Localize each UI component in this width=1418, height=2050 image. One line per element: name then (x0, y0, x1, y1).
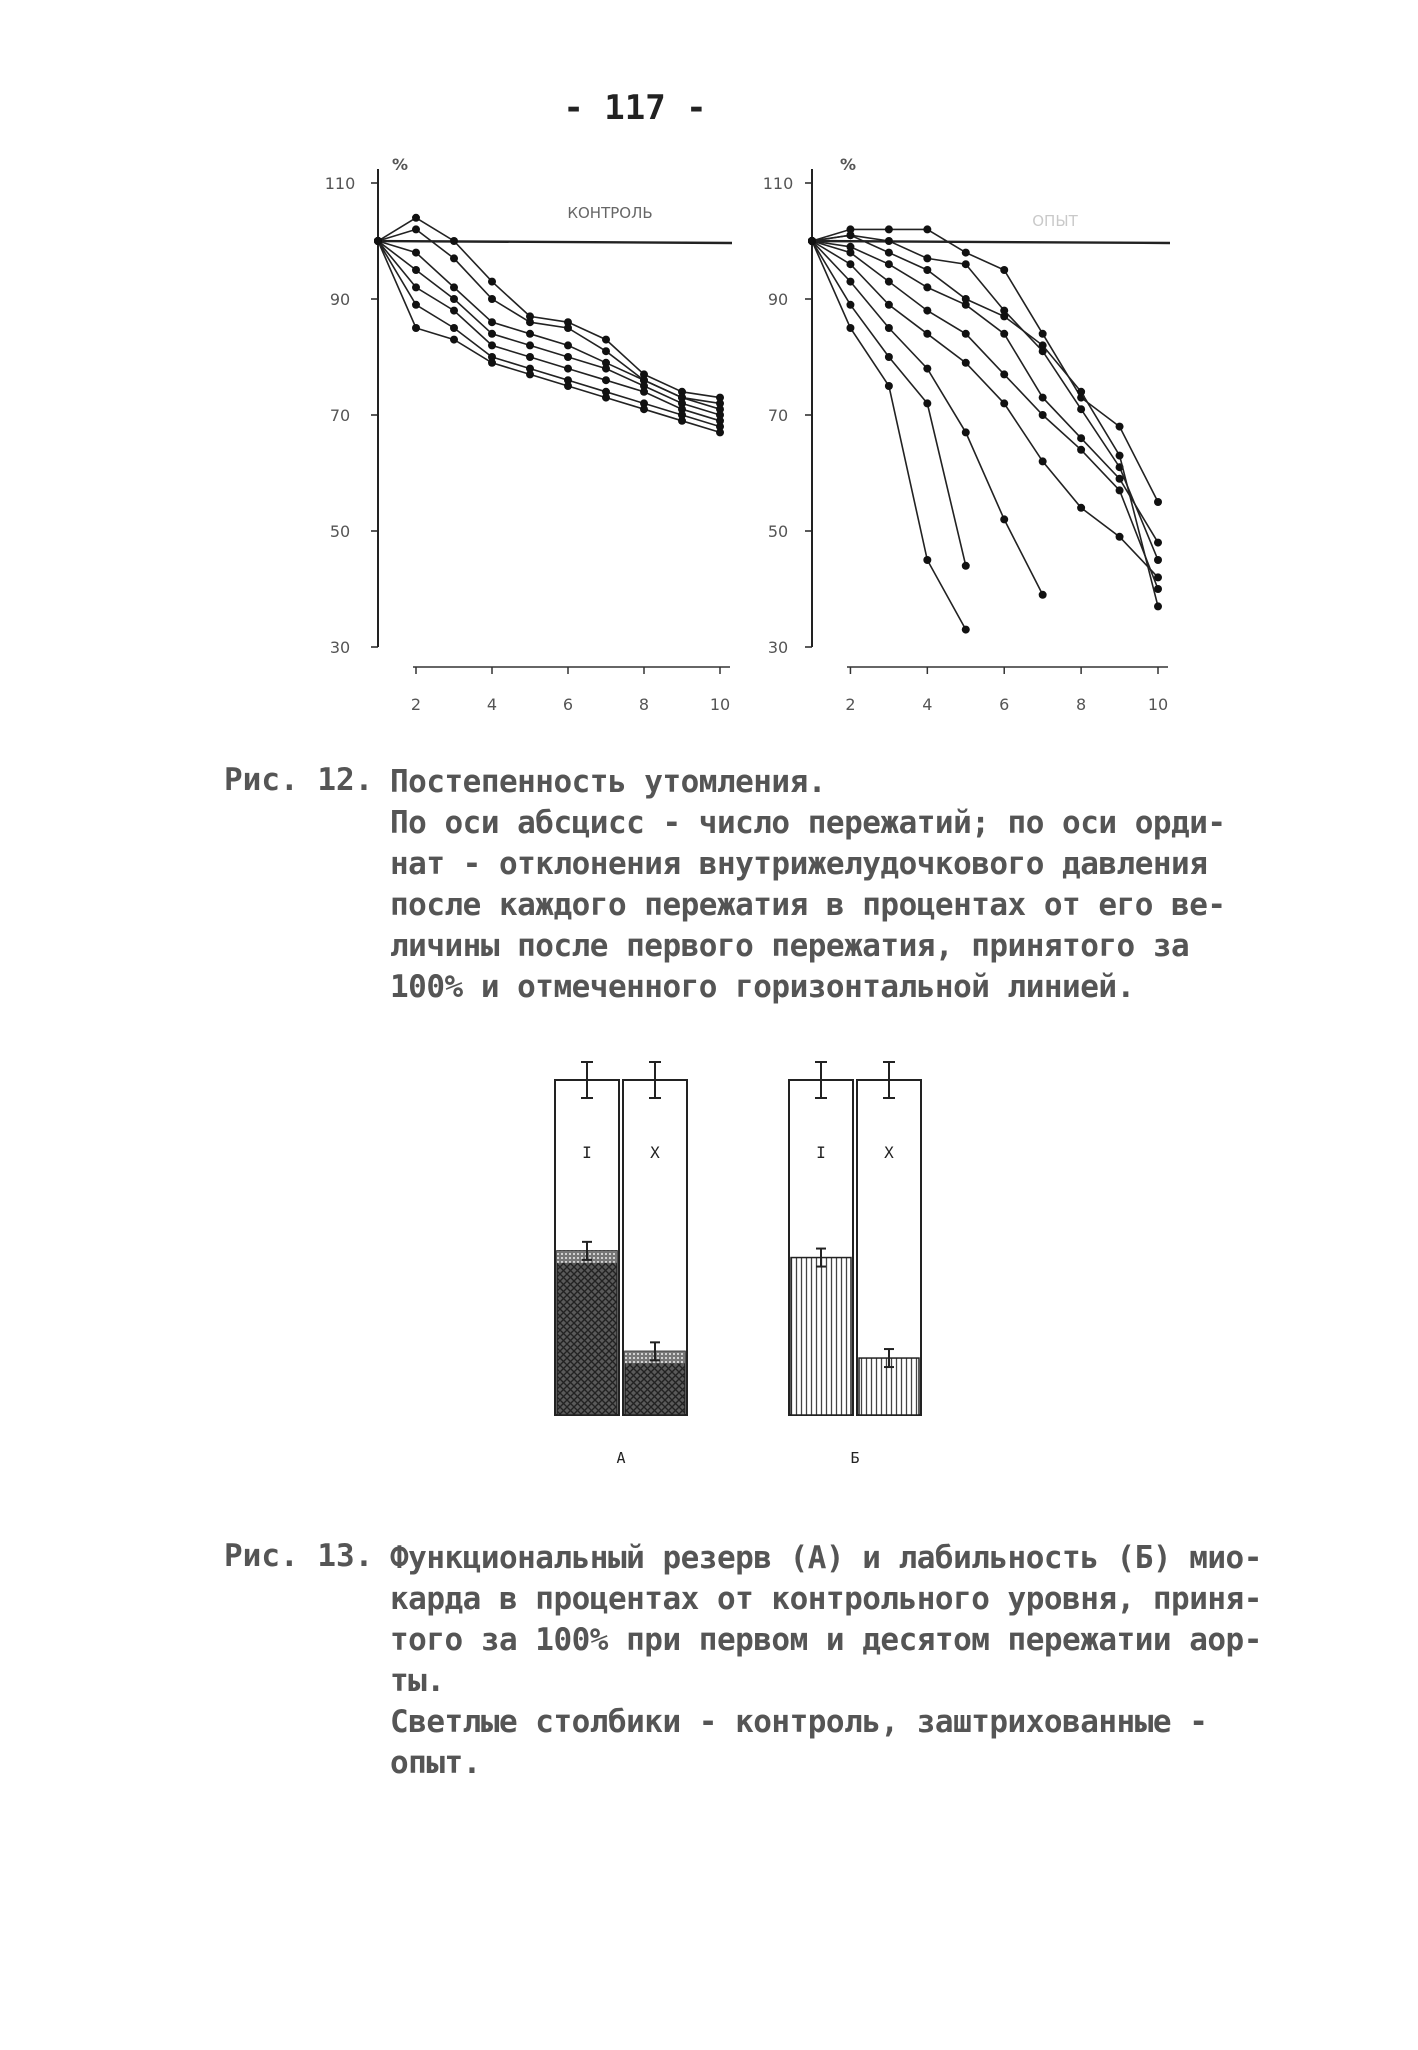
data-point (923, 266, 931, 274)
y-tick-label: 70 (329, 406, 351, 425)
data-point (1000, 312, 1008, 320)
caption-line: Постепенность утомления. (390, 764, 826, 800)
data-point (1077, 504, 1085, 512)
data-point (1000, 370, 1008, 378)
data-point (885, 382, 893, 390)
data-point (564, 353, 572, 361)
caption-line: По оси абсцисс - число пережатий; по оси орди- (390, 805, 1226, 841)
data-point (846, 243, 854, 251)
data-point (374, 237, 382, 245)
figure12-label: Рис. 12. (224, 762, 374, 798)
series-line (378, 241, 720, 427)
caption-line: нат - отклонения внутрижелудочкового давления (390, 846, 1208, 882)
bar-category-label: I (582, 1143, 592, 1162)
caption-line: опыт. (390, 1745, 481, 1781)
data-point (1154, 556, 1162, 564)
data-point (923, 225, 931, 233)
series-line (812, 241, 966, 630)
data-point (412, 283, 420, 291)
data-point (488, 295, 496, 303)
data-point (885, 260, 893, 268)
data-point (1154, 539, 1162, 547)
figure13-caption (390, 1538, 1270, 1784)
data-point (450, 254, 458, 262)
data-point (602, 347, 610, 355)
y-tick-label: 30 (767, 638, 789, 657)
data-point (1116, 423, 1124, 431)
data-point (1116, 486, 1124, 494)
data-point (923, 556, 931, 564)
data-point (1154, 585, 1162, 593)
data-point (962, 249, 970, 257)
data-point (564, 341, 572, 349)
y-unit-label: % (839, 155, 857, 174)
data-point (1077, 446, 1085, 454)
data-point (488, 278, 496, 286)
x-tick-label: 2 (845, 695, 856, 714)
x-tick-label: 4 (486, 695, 498, 714)
data-point (716, 428, 724, 436)
bar-charts-fig13 (555, 1062, 921, 1467)
series-line (378, 241, 720, 421)
data-point (923, 283, 931, 291)
data-point (1000, 266, 1008, 274)
data-point (564, 382, 572, 390)
x-tick-label: 10 (1147, 695, 1169, 714)
chart-title: ОПЫТ (1032, 212, 1078, 230)
caption-line: ты. (390, 1663, 445, 1699)
series-line (378, 229, 720, 403)
data-point (412, 266, 420, 274)
bar-group-B (789, 1062, 921, 1467)
x-tick-label: 4 (922, 695, 933, 714)
y-unit-label: % (391, 155, 409, 174)
data-point (450, 283, 458, 291)
data-point (1039, 341, 1047, 349)
x-tick-label: 6 (562, 695, 574, 714)
data-point (1039, 330, 1047, 338)
data-point (885, 278, 893, 286)
series-line (812, 241, 966, 566)
data-point (412, 214, 420, 222)
data-point (1116, 452, 1124, 460)
data-point (488, 359, 496, 367)
data-point (488, 341, 496, 349)
data-point (1000, 399, 1008, 407)
y-tick-label: 90 (767, 290, 789, 309)
y-tick-label: 110 (324, 174, 356, 193)
series-line (812, 235, 1158, 560)
data-point (962, 428, 970, 436)
line-chart-control (325, 155, 732, 714)
y-tick-label: 70 (767, 406, 789, 425)
data-point (923, 307, 931, 315)
data-point (1116, 475, 1124, 483)
y-tick-label: 30 (329, 638, 351, 657)
series-line (812, 229, 1158, 502)
data-point (602, 376, 610, 384)
y-tick-label: 50 (329, 522, 351, 541)
data-point (885, 353, 893, 361)
caption-line: Функциональный резерв (А) и лабильность (Б) мио- (390, 1540, 1262, 1576)
data-point (846, 324, 854, 332)
data-point (412, 225, 420, 233)
figure12-caption (390, 762, 1240, 1008)
data-point (923, 365, 931, 373)
data-point (1154, 602, 1162, 610)
y-tick-label: 90 (329, 290, 351, 309)
data-point (1000, 330, 1008, 338)
x-tick-label: 2 (410, 695, 422, 714)
x-tick-label: 8 (638, 695, 650, 714)
data-point (1039, 457, 1047, 465)
x-tick-label: 6 (999, 695, 1010, 714)
series-line (812, 241, 1043, 595)
data-point (1039, 394, 1047, 402)
data-point (1116, 533, 1124, 541)
data-point (885, 324, 893, 332)
data-point (1000, 515, 1008, 523)
caption-line: после каждого пережатия в процентах от его ве- (390, 887, 1226, 923)
data-point (564, 324, 572, 332)
experiment-bar (557, 1251, 617, 1415)
caption-line: Светлые столбики - контроль, заштрихованные - (390, 1704, 1208, 1740)
series-line (378, 241, 720, 415)
data-point (526, 370, 534, 378)
data-point (885, 225, 893, 233)
series-line (812, 241, 1158, 577)
data-point (1077, 405, 1085, 413)
page-number: - 117 - (563, 88, 707, 128)
bar-category-label: I (816, 1143, 826, 1162)
data-point (1039, 591, 1047, 599)
y-tick-label: 50 (767, 522, 789, 541)
data-point (962, 562, 970, 570)
data-point (526, 318, 534, 326)
data-point (962, 295, 970, 303)
bar-group-A (555, 1062, 687, 1467)
data-point (846, 278, 854, 286)
data-point (526, 330, 534, 338)
data-point (450, 336, 458, 344)
data-point (923, 330, 931, 338)
data-point (450, 237, 458, 245)
data-point (450, 307, 458, 315)
data-point (1039, 411, 1047, 419)
data-point (602, 365, 610, 373)
bar-category-label: X (650, 1143, 660, 1162)
data-point (962, 359, 970, 367)
x-tick-label: 8 (1076, 695, 1087, 714)
data-point (923, 254, 931, 262)
line-charts-fig12 (325, 155, 1170, 714)
figure13-label: Рис. 13. (224, 1538, 374, 1574)
data-point (450, 295, 458, 303)
data-point (602, 394, 610, 402)
data-point (640, 405, 648, 413)
bar-group-label: А (616, 1449, 626, 1467)
y-tick-label: 110 (762, 174, 794, 193)
series-line (812, 235, 1158, 606)
caption-line: 100% и отмеченного горизонтальной линией. (390, 969, 1135, 1005)
data-point (412, 249, 420, 257)
data-point (488, 318, 496, 326)
experiment-bar (791, 1258, 851, 1415)
data-point (602, 336, 610, 344)
caption-line: личины после первого пережатия, принятого за (390, 928, 1190, 964)
data-point (885, 301, 893, 309)
data-point (923, 399, 931, 407)
data-point (1077, 388, 1085, 396)
series-line (378, 218, 720, 398)
data-point (678, 417, 686, 425)
data-point (488, 330, 496, 338)
data-point (885, 249, 893, 257)
data-point (962, 330, 970, 338)
data-point (846, 301, 854, 309)
data-point (1077, 434, 1085, 442)
data-point (962, 260, 970, 268)
caption-line: карда в процентах от контрольного уровня, приня- (390, 1581, 1262, 1617)
data-point (412, 324, 420, 332)
bar-category-label: X (884, 1143, 894, 1162)
data-point (564, 365, 572, 373)
data-point (846, 231, 854, 239)
caption-line: того за 100% при первом и десятом пережатии аор- (390, 1622, 1262, 1658)
data-point (450, 324, 458, 332)
data-point (808, 237, 816, 245)
data-point (885, 237, 893, 245)
data-point (412, 301, 420, 309)
data-point (526, 353, 534, 361)
bar-group-label: Б (850, 1449, 860, 1467)
data-point (640, 388, 648, 396)
data-point (1154, 498, 1162, 506)
chart-title: КОНТРОЛЬ (567, 204, 653, 222)
data-point (846, 260, 854, 268)
series-line (812, 241, 1158, 589)
line-chart-experiment (763, 155, 1170, 714)
data-point (962, 626, 970, 634)
data-point (526, 341, 534, 349)
x-tick-label: 10 (709, 695, 731, 714)
